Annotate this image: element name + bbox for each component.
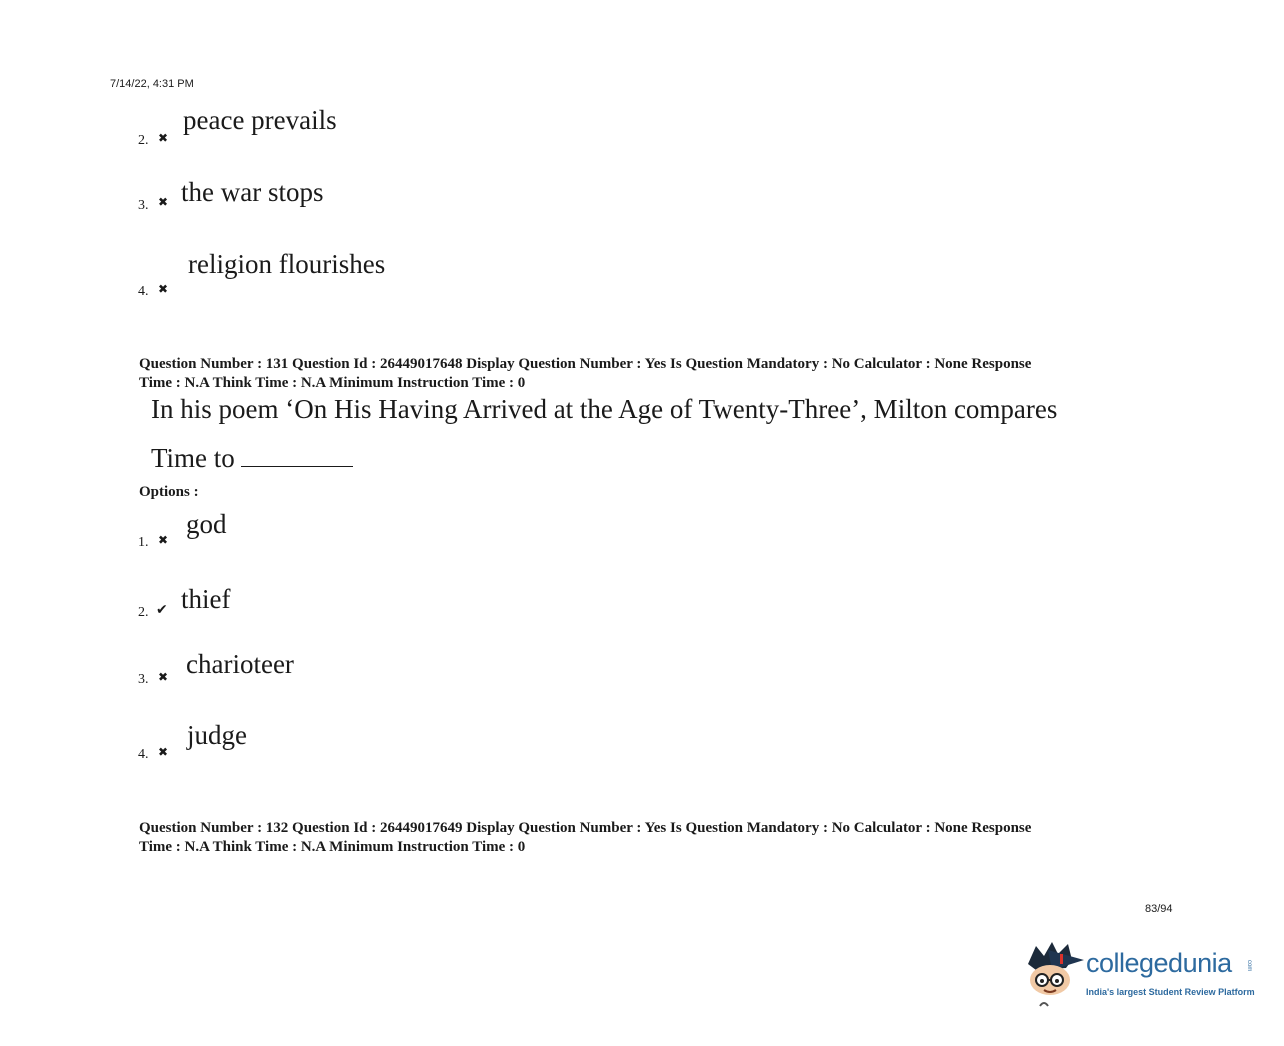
cross-icon: ✖ — [158, 670, 169, 684]
option-number: 2. — [138, 605, 149, 620]
cross-icon: ✖ — [158, 533, 169, 547]
option-number: 1. — [138, 535, 149, 550]
option-text: religion flourishes — [188, 249, 386, 279]
option-text: peace prevails — [183, 105, 337, 135]
mascot-icon — [1022, 938, 1084, 1010]
answer-blank — [241, 444, 353, 467]
option-number: 3. — [138, 198, 149, 213]
option-number: 2. — [138, 133, 149, 148]
question-text: In his poem ‘On His Having Arrived at the Age of Twenty-Three’, Milton compares — [151, 394, 1058, 424]
option-text: god — [186, 509, 227, 539]
question-text-line2 — [151, 443, 353, 474]
option-number: 4. — [138, 284, 149, 299]
option-number: 3. — [138, 672, 149, 687]
logo-domain-suffix: com — [1246, 960, 1252, 972]
question-meta-line: Time : N.A Think Time : N.A Minimum Instruction Time : 0 — [139, 375, 526, 391]
option-number: 4. — [138, 747, 149, 762]
check-icon: ✔ — [156, 602, 168, 618]
collegedunia-logo — [1022, 938, 1262, 1010]
question-meta-line: Question Number : 131 Question Id : 26449017648 Display Question Number : Yes Is Question Mandatory : No Calculator : None Response — [139, 356, 1032, 372]
cross-icon: ✖ — [158, 282, 169, 296]
option-text: thief — [181, 584, 231, 614]
option-text: judge — [187, 720, 247, 750]
question-meta-line: Question Number : 132 Question Id : 26449017649 Display Question Number : Yes Is Question Mandatory : No Calculator : None Response — [139, 820, 1032, 836]
question-meta-line: Time : N.A Think Time : N.A Minimum Instruction Time : 0 — [139, 839, 526, 855]
cross-icon: ✖ — [158, 131, 169, 145]
options-label: Options : — [139, 484, 199, 500]
question-meta — [139, 355, 1149, 393]
logo-tagline: India's largest Student Review Platform — [1086, 987, 1255, 997]
question-text-fragment: Time to — [151, 443, 235, 473]
cross-icon: ✖ — [158, 195, 169, 209]
page-number: 83/94 — [1145, 903, 1173, 915]
timestamp: 7/14/22, 4:31 PM — [110, 78, 194, 90]
logo-wordmark: collegedunia — [1086, 948, 1232, 978]
cross-icon: ✖ — [158, 745, 169, 759]
option-text: the war stops — [181, 177, 324, 207]
option-text: charioteer — [186, 649, 294, 679]
question-meta — [139, 819, 1149, 857]
